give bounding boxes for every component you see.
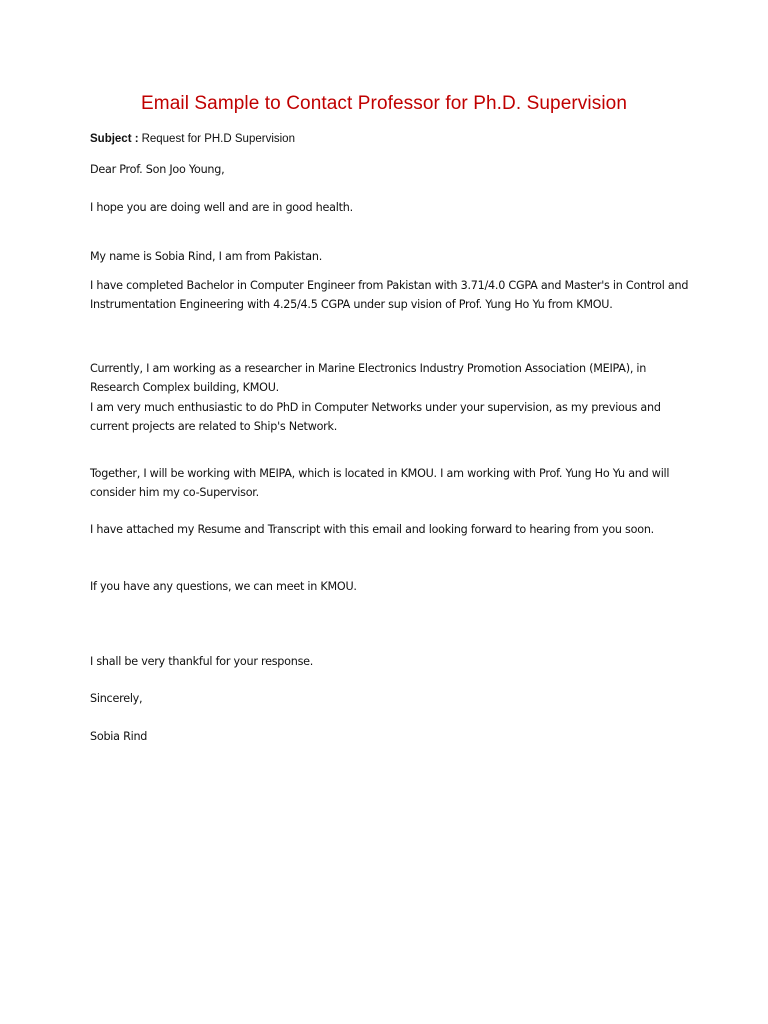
subject-value: Request for PH.D Supervision <box>141 133 295 145</box>
paragraph-current-work: Currently, I am working as a researcher in Marine Electronics Industry Promotion Association (MEIPA), in Research Complex building, KMOU. <box>90 362 647 394</box>
paragraph-co-supervisor: Together, I will be working with MEIPA, which is located in KMOU. I am working with Prof. Yung Ho Yu and will consider him my co-Supervisor. <box>90 467 670 499</box>
paragraph-attachments: I have attached my Resume and Transcript with this email and looking forward to hearing from you soon. <box>90 523 654 536</box>
document-title: Email Sample to Contact Professor for Ph.D. Supervision <box>141 93 627 114</box>
greeting: Dear Prof. Son Joo Young, <box>90 163 225 176</box>
paragraph-questions: If you have any questions, we can meet in KMOU. <box>90 580 357 593</box>
paragraph-phd-interest: I am very much enthusiastic to do PhD in Computer Networks under your supervision, as my previous and current projects are related to Ship's Network. <box>90 401 661 433</box>
paragraph-education: I have completed Bachelor in Computer Engineer from Pakistan with 3.71/4.0 CGPA and Master's in Control and Instrumentation Engineering with 4.25/4.5 CGPA under sup vision of Prof. Yung Ho Yu from KMOU. <box>90 279 689 311</box>
signature: Sobia Rind <box>90 730 148 743</box>
subject-label: Subject : <box>90 133 139 145</box>
paragraph-introduction: My name is Sobia Rind, I am from Pakistan. <box>90 250 323 263</box>
paragraph-thanks: I shall be very thankful for your response. <box>90 655 314 668</box>
paragraph-wellbeing: I hope you are doing well and are in good health. <box>90 201 353 214</box>
closing: Sincerely, <box>90 692 143 705</box>
subject-line <box>90 133 295 145</box>
